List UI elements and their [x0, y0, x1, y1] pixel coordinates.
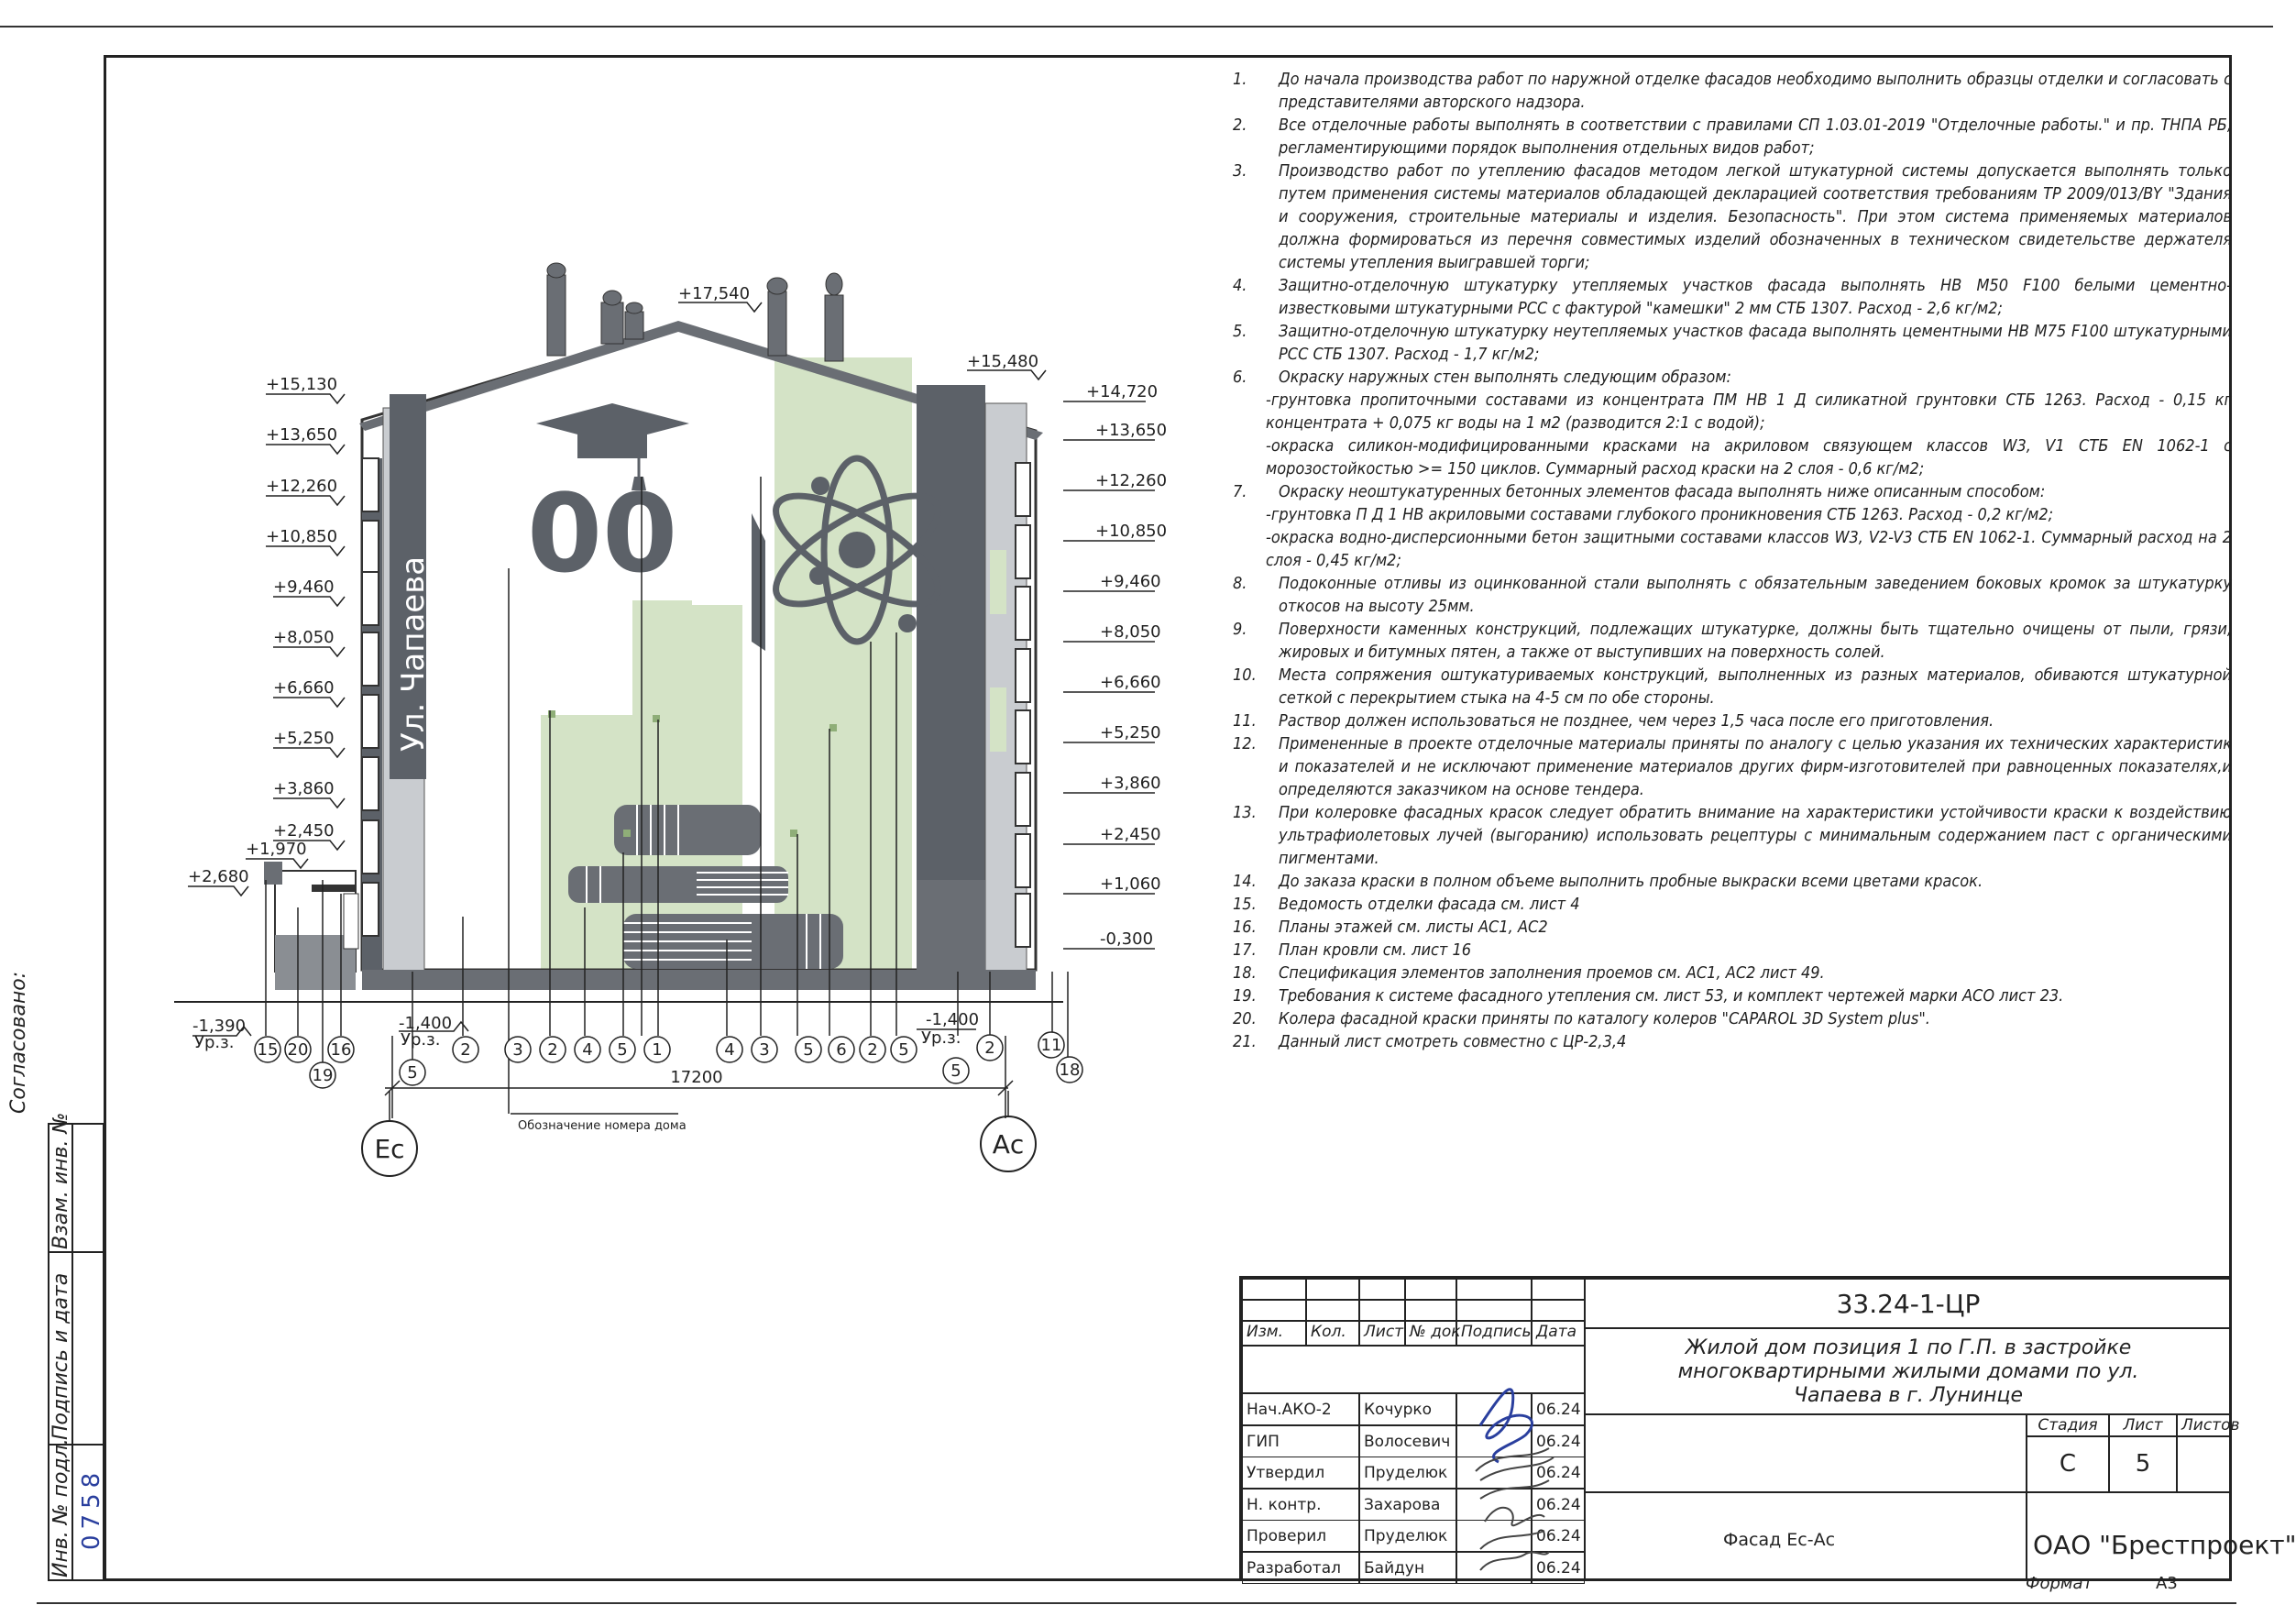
ground-label-mid: Ур.з.	[401, 1030, 441, 1050]
marker-5e: 5	[950, 1061, 961, 1081]
note-text: Ведомость отделки фасада см. лист 4	[1279, 895, 1580, 914]
note-number: 1.	[1233, 70, 1247, 89]
note-text: -грунтовка пропиточными составами из концентрата ПМ НВ 1 Д силикатной грунтовки СТБ 1263. Расход - 0,15 кг концентрата + 0,075 кг воды на 1 м2 (разводится 2:1 с водой);	[1266, 390, 2232, 433]
note-text: Окраску неоштукатуренных бетонных элементов фасада выполнять ниже описанным способом:	[1279, 482, 2046, 501]
note-number: 16.	[1233, 918, 1257, 937]
note-item	[1233, 503, 2232, 526]
note-text: Планы этажей см. листы АС1, АС2	[1279, 918, 1548, 937]
elev-left-12260: +12,260	[266, 477, 338, 496]
marker-2c: 2	[867, 1040, 878, 1060]
elev-left-3860: +3,860	[273, 779, 335, 798]
header-list: Лист	[1359, 1321, 1405, 1346]
note-text: Раствор должен использоваться не позднее, чем через 1,5 часа после его приготовления.	[1279, 711, 1994, 731]
note-text: До заказа краски в полном объеме выполнить пробные выкраски всеми цветами красок.	[1279, 872, 1983, 891]
elev-left-10850: +10,850	[266, 527, 338, 546]
elev-left-9460: +9,460	[273, 577, 335, 597]
format-label: Формат	[2026, 1574, 2093, 1593]
elev-right-8050: +8,050	[1100, 622, 1161, 642]
note-number: 8.	[1233, 574, 1247, 593]
note-item	[1233, 801, 2232, 870]
header-data: Дата	[1532, 1321, 1585, 1346]
notes-list	[1233, 68, 2232, 1053]
note-text: Производство работ по утеплению фасадов методом легкой штукатурной системы допускается выполнять только путем применения системы материалов обладающей декларацией соответствия требованиям ТР 2009/013/BY "Здания и сооружения, строительные материалы и изделия. Безопасность". При этом система применяемых материалов должна формироваться из перечня совместимых изделий обозначенных в техническом свидетельстве держателя системы утепления выигравшей торги;	[1279, 161, 2232, 272]
marker-20: 20	[287, 1040, 309, 1060]
note-number: 21.	[1233, 1032, 1257, 1051]
note-item	[1233, 572, 2232, 618]
elev-right-14720: +14,720	[1086, 382, 1159, 401]
note-item	[1233, 664, 2232, 709]
note-item	[1233, 618, 2232, 664]
stage-header: Стадия	[2027, 1414, 2109, 1436]
elev-left-15130: +15,130	[266, 375, 338, 394]
sheet-value: 5	[2109, 1436, 2177, 1492]
axis-right-label: Ас	[992, 1129, 1025, 1160]
elev-right-6660: +6,660	[1100, 673, 1161, 692]
marker-16: 16	[330, 1040, 352, 1060]
note-item	[1233, 939, 2232, 962]
street-name: Ул. Чапаева	[395, 555, 432, 752]
note-text: Места сопряжения оштукатуриваемых конструкций, выполненных из разных материалов, обиваются штукатурной сеткой с перекрытием стыка на 4-5 см по обе стороны.	[1279, 665, 2232, 708]
person-role: ГИП	[1242, 1425, 1359, 1457]
note-number: 19.	[1233, 986, 1257, 1006]
format-value: А3	[2156, 1574, 2178, 1593]
note-number: 12.	[1233, 734, 1257, 753]
sign-date-label: Подпись и дата	[49, 1272, 72, 1440]
note-text: Поверхности каменных конструкций, подлежащих штукатурке, должны быть тщательно очищены от пыли, грязи, жировых и битумных пятен, а также от выступивших на поверхность солей.	[1279, 620, 2232, 662]
person-date: 06.24	[1532, 1425, 1585, 1457]
note-number: 9.	[1233, 620, 1247, 639]
dimension-total: 17200	[670, 1068, 723, 1087]
note-text: -окраска водно-дисперсионными бетон защитными составами классов W3, V2-V3 СТБ EN 1062-1. Суммарный расход на 2 слоя - 0,45 кг/м2;	[1266, 528, 2232, 570]
marker-18: 18	[1059, 1061, 1081, 1080]
elev-right-2450: +2,450	[1100, 825, 1161, 844]
marker-2d: 2	[984, 1039, 995, 1058]
person-name: Пруделюк	[1359, 1520, 1456, 1552]
ground-label-right: Ур.з.	[921, 1028, 961, 1048]
person-role: Утвердил	[1242, 1457, 1359, 1489]
roof-chimneys	[547, 263, 843, 361]
note-item	[1233, 893, 2232, 916]
note-item	[1233, 68, 2232, 114]
elev-right-13650: +13,650	[1095, 421, 1168, 440]
elev-top: +17,540	[678, 284, 751, 303]
header-podpis: Подпись	[1456, 1321, 1532, 1346]
house-number: 00	[527, 470, 678, 597]
marker-19: 19	[312, 1066, 334, 1085]
note-text: -грунтовка П Д 1 НВ акриловыми составами глубокого проникновения СТБ 1263. Расход - 0,2 кг/м2;	[1266, 505, 2054, 524]
note-item	[1233, 1030, 2232, 1053]
elev-right-3860: +3,860	[1100, 774, 1161, 793]
note-item	[1233, 732, 2232, 801]
marker-2b: 2	[547, 1040, 558, 1060]
elev-left-6660: +6,660	[273, 678, 335, 698]
note-number: 3.	[1233, 161, 1247, 181]
left-windows	[362, 458, 379, 936]
note-text: -окраска силикон-модифицированными красками на акриловом связующем классов W3, V1 СТБ EN 1062-1 с морозостойкостью >= 150 циклов. Суммарный расход краски на 2 слоя - 0,6 кг/м2;	[1266, 436, 2232, 478]
person-date: 06.24	[1532, 1393, 1585, 1425]
note-number: 2.	[1233, 115, 1247, 135]
elev-left-minus1390: -1,390	[192, 1017, 247, 1036]
person-name: Кочурко	[1359, 1393, 1456, 1425]
note-text: До начала производства работ по наружной отделке фасадов необходимо выполнить образцы отделки и согласовать с представителями авторского надзора.	[1279, 70, 2232, 112]
note-text: Спецификация элементов заполнения проемов см. АС1, АС2 лист 49.	[1279, 963, 1825, 983]
note-text: При колеровке фасадных красок следует обратить внимание на характеристики устойчивости краски к воздействию ультрафиолетовых лучей (выгоранию) использовать рецептуры с минимальным содержанием паст с органическими пигментами.	[1279, 803, 2232, 868]
note-item	[1233, 366, 2232, 389]
note-text: Колера фасадной краски приняты по каталогу колеров "CAPAROL 3D System plus".	[1279, 1009, 1930, 1028]
project-title: Жилой дом позиция 1 по Г.П. в застройке многоквартирными жилыми домами по ул. Чапаева в г. Лунинце	[1585, 1328, 2232, 1414]
note-item	[1233, 709, 2232, 732]
house-number-caption: Обозначение номера дома	[518, 1119, 687, 1133]
marker-3b: 3	[759, 1040, 770, 1060]
person-date: 06.24	[1532, 1520, 1585, 1552]
marker-6: 6	[836, 1040, 847, 1060]
organization: ОАО "Брестпроект"	[2027, 1492, 2232, 1581]
inv-original-value: 0758	[78, 1467, 105, 1550]
marker-5c: 5	[803, 1040, 814, 1060]
note-item	[1233, 1007, 2232, 1030]
note-number: 13.	[1233, 803, 1257, 822]
sheet-header: Лист	[2109, 1414, 2177, 1436]
elev-right-5250: +5,250	[1100, 723, 1161, 742]
marker-11: 11	[1040, 1036, 1062, 1055]
note-item	[1233, 114, 2232, 159]
elev-left-minus1400: -1,400	[399, 1014, 453, 1033]
note-item	[1233, 962, 2232, 984]
note-item	[1233, 389, 2232, 434]
person-name: Пруделюк	[1359, 1457, 1456, 1489]
elev-left-5250: +5,250	[273, 729, 335, 748]
note-item	[1233, 434, 2232, 480]
note-item	[1233, 984, 2232, 1007]
person-role: Н. контр.	[1242, 1489, 1359, 1521]
marker-15: 15	[257, 1040, 279, 1060]
note-text: Требования к системе фасадного утепления см. лист 53, и комплект чертежей марки АСО лист 23.	[1279, 986, 2064, 1006]
marker-1: 1	[652, 1040, 663, 1060]
axis-left-label: Ес	[374, 1134, 405, 1164]
note-text: Защитно-отделочную штукатурку утепляемых участков фасада выполнять НВ М50 F100 белыми цементно-известковыми штукатурными РСС с фактурой "камешки" 2 мм СТБ 1307. Расход - 2,6 кг/м2;	[1279, 276, 2232, 318]
note-number: 20.	[1233, 1009, 1257, 1028]
elev-right-minus1400: -1,400	[926, 1010, 980, 1029]
elev-right-12260: +12,260	[1095, 471, 1168, 490]
person-date: 06.24	[1532, 1552, 1585, 1584]
note-number: 5.	[1233, 322, 1247, 341]
note-text: Все отделочные работы выполнять в соответствии с правилами СП 1.03.01-2019 "Отделочные работы." и пр. ТНПА РБ, регламентирующими порядок выполнения отдельных видов работ;	[1279, 115, 2232, 158]
person-role: Разработал	[1242, 1552, 1359, 1584]
sheet-bottom-border	[37, 1602, 2236, 1604]
marker-5d: 5	[898, 1040, 909, 1060]
elev-left-13650: +13,650	[266, 425, 338, 445]
note-number: 11.	[1233, 711, 1257, 731]
elev-right-9460: +9,460	[1100, 572, 1161, 591]
note-item	[1233, 870, 2232, 893]
signatures	[1462, 1361, 1563, 1581]
note-item	[1233, 526, 2232, 572]
title-block	[1239, 1276, 2296, 1581]
left-stamp-strip	[48, 1112, 106, 1581]
note-text: Защитно-отделочную штукатурку неутепляемых участков фасада выполнять цементными НВ М75 F100 штукатурными РСС СТБ 1307. Расход - 1,7 кг/м2;	[1279, 322, 2232, 364]
note-item	[1233, 320, 2232, 366]
agreed-label: Согласовано:	[7, 971, 30, 1114]
note-number: 18.	[1233, 963, 1257, 983]
document-code: 33.24-1-ЦР	[1585, 1279, 2232, 1328]
elev-right-1060: +1,060	[1100, 874, 1161, 894]
person-role: Нач.АКО-2	[1242, 1393, 1359, 1425]
elev-right-10850: +10,850	[1095, 522, 1168, 541]
person-name: Волосевич	[1359, 1425, 1456, 1457]
note-item	[1233, 159, 2232, 274]
entrance-porch	[264, 862, 358, 990]
header-kol: Кол.	[1306, 1321, 1359, 1346]
note-text: Примененные в проекте отделочные материалы приняты по аналогу с целью указания их технических характеристик и показателей и не исключают применение материалов других фирм-изготовителей при равноценных показателях,и определяются заказчиком на основе тендера.	[1279, 734, 2232, 799]
note-number: 17.	[1233, 940, 1257, 960]
sheet-name: Фасад Ес-Ас	[1585, 1492, 2027, 1581]
marker-4b: 4	[724, 1040, 735, 1060]
note-text: Окраску наружных стен выполнять следующим образом:	[1279, 368, 1731, 387]
elev-left-8050: +8,050	[273, 628, 335, 647]
note-text: План кровли см. лист 16	[1279, 940, 1472, 960]
elev-right-minus0300: -0,300	[1100, 929, 1154, 949]
person-date: 06.24	[1532, 1489, 1585, 1521]
marker-3a: 3	[512, 1040, 523, 1060]
inv-exchange-label: Взам. инв. №	[49, 1112, 72, 1249]
green-panel-right	[774, 357, 912, 981]
note-item	[1233, 916, 2232, 939]
sheets-header: Листов	[2177, 1414, 2232, 1436]
person-role: Проверил	[1242, 1520, 1359, 1552]
note-number: 4.	[1233, 276, 1247, 295]
person-date: 06.24	[1532, 1457, 1585, 1489]
ground-label-left: Ур.з.	[194, 1033, 235, 1052]
marker-5a: 5	[407, 1063, 418, 1083]
note-text: Данный лист смотреть совместно с ЦР-2,3,4	[1279, 1032, 1627, 1051]
note-item	[1233, 274, 2232, 320]
sheets-value	[2177, 1436, 2232, 1492]
note-number: 7.	[1233, 482, 1247, 501]
elev-left-1970: +1,970	[246, 840, 307, 859]
marker-5b: 5	[617, 1040, 628, 1060]
note-item	[1233, 480, 2232, 503]
elev-left-2450: +2,450	[273, 821, 335, 841]
note-text: Подоконные отливы из оцинкованной стали выполнять с обязательным заведением боковых кромок за штукатурку откосов на высоту 25мм.	[1279, 574, 2232, 616]
note-number: 15.	[1233, 895, 1257, 914]
elev-left-2680: +2,680	[188, 867, 249, 886]
inv-original-label: Инв. № подл.	[49, 1438, 72, 1578]
stage-value: С	[2027, 1436, 2109, 1492]
header-izm: Изм.	[1242, 1321, 1306, 1346]
person-name: Байдун	[1359, 1552, 1456, 1584]
note-number: 6.	[1233, 368, 1247, 387]
facade-drawing	[0, 0, 1228, 1164]
marker-2a: 2	[460, 1040, 471, 1060]
header-ndok: № док	[1405, 1321, 1456, 1346]
elev-ridge-right: +15,480	[967, 352, 1039, 371]
note-number: 10.	[1233, 665, 1257, 685]
marker-4a: 4	[582, 1040, 593, 1060]
person-name: Захарова	[1359, 1489, 1456, 1521]
note-number: 14.	[1233, 872, 1257, 891]
